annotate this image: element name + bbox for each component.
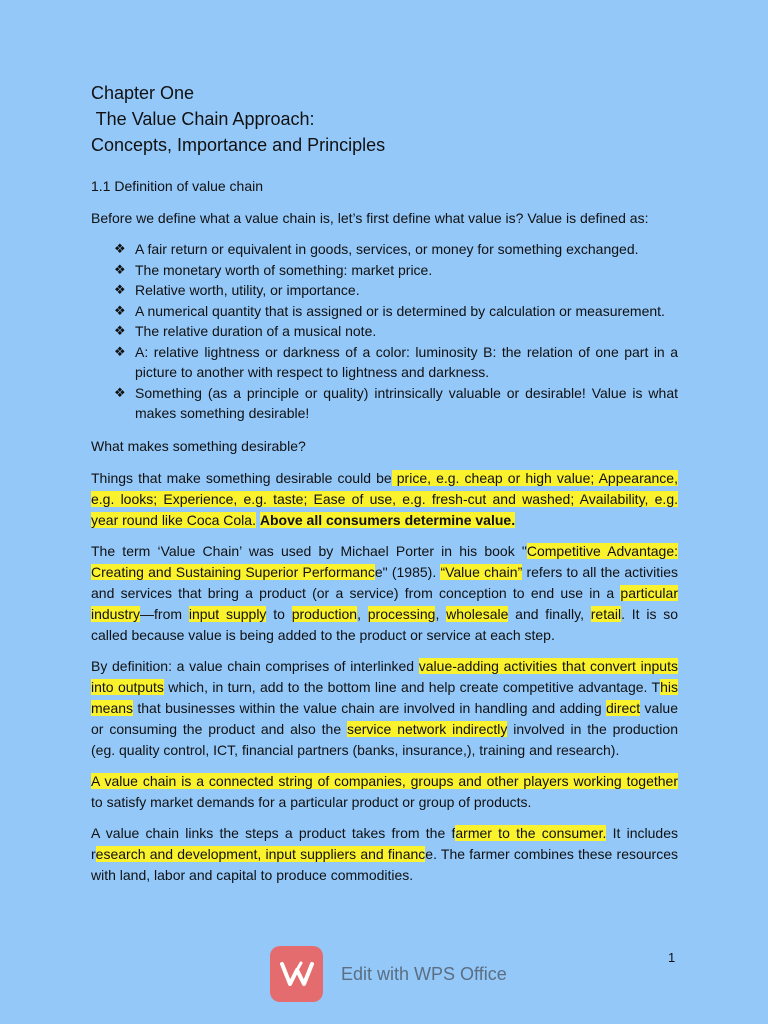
desirable-heading: What makes something desirable? (91, 437, 306, 454)
list-item: ❖ A: relative lightness or darkness of a color: luminosity B: the relation of one part in a picture to another with respect to lightness and darkness. (114, 343, 678, 380)
list-item: ❖ The monetary worth of something: market price. (135, 260, 678, 281)
document-page (91, 80, 678, 896)
chapter-line-1: Chapter One (91, 83, 195, 103)
highlight: Competitive Advantage: Creating and Sustaining Superior Performanc (91, 542, 679, 580)
links-paragraph: A value chain links the steps a product takes from the farmer to the consumer. It includes research and development, input suppliers and finance. The farmer combines these resources with land, labor and capital to produce commodities. (91, 824, 679, 883)
value-definition-list (91, 239, 678, 424)
list-item: ❖ A numerical quantity that is assigned or is determined by calculation or measurement. (135, 301, 678, 322)
diamond-bullet-icon: ❖ (114, 384, 126, 400)
highlight: “Value chain” (440, 563, 523, 580)
diamond-bullet-icon: ❖ (114, 282, 126, 297)
diamond-bullet-icon: ❖ (114, 261, 126, 277)
chapter-title (91, 80, 678, 158)
chapter-line-2: The Value Chain Approach: (91, 109, 315, 129)
string-paragraph: A value chain is a connected string of companies, groups and other players working together to satisfy market demands for a particular product or group of products. (91, 772, 678, 810)
diamond-bullet-icon: ❖ (114, 241, 126, 256)
intro-paragraph: Before we define what a value chain is, let’s first define what value is? Value is defined as: (91, 210, 649, 226)
porter-paragraph: The term ‘Value Chain’ was used by Michael Porter in his book "Competitive Advantage: Creating and Sustaining Superior Performance" (1985). “Value chain” refers to all the activities and services that bring a product (or a service) from conception to end use in a particular industry—from input supply to production, processing, wholesale and finally, retail. It is so called because value is being added to the product or service at each step. (91, 542, 679, 643)
wps-logo-icon (270, 946, 323, 1002)
chapter-line-3: Concepts, Importance and Principles (91, 135, 386, 155)
highlight: esearch and development, input suppliers and financ (95, 845, 426, 862)
highlight: retail (590, 605, 622, 622)
highlight: his means (91, 678, 679, 716)
emphasis: Above all consumers determine value. (259, 511, 516, 528)
desirable-paragraph: Things that make something desirable could be price, e.g. cheap or high value; Appearance, e.g. looks; Experience, e.g. taste; Ease of use, e.g. fresh-cut and washed; Availability, e.g. year round like Coca Cola. Above all consumers determine value. (91, 469, 678, 528)
highlight: input supply (188, 605, 267, 622)
page-number: 1 (668, 950, 676, 965)
highlight: price, e.g. cheap or high value; Appearance, e.g. looks; Experience, e.g. taste; Ease of use, e.g. fresh-cut and washed; Availability, e.g. year round like Coca Cola. (91, 469, 678, 528)
highlight: armer to the consumer. (455, 824, 607, 841)
highlight: production (291, 605, 358, 622)
highlight: processing (367, 605, 436, 622)
wps-watermark[interactable] (270, 946, 507, 1002)
diamond-bullet-icon: ❖ (114, 343, 126, 359)
highlight: service network indirectly (346, 720, 508, 737)
highlight: direct (605, 699, 641, 716)
list-item: ❖ A fair return or equivalent in goods, services, or money for something exchanged. (135, 239, 678, 260)
highlight: value-adding activities that convert inputs into outputs (91, 657, 678, 695)
highlight: particular industry (91, 584, 678, 622)
diamond-bullet-icon: ❖ (114, 323, 126, 338)
list-item: ❖ The relative duration of a musical note. (135, 321, 678, 342)
wps-edit-label[interactable]: Edit with WPS Office (341, 963, 507, 984)
highlight: A value chain is a connected string of companies, groups and other players working together (91, 772, 678, 789)
definition-paragraph: By definition: a value chain comprises of interlinked value-adding activities that convert inputs into outputs which, in turn, add to the bottom line and help create competitive advantage. This means that businesses within the value chain are involved in handling and adding direct value or consuming the product and also the service network indirectly involved in the production (eg. quality control, ICT, financial partners (banks, insurance,), training and research). (91, 657, 679, 758)
list-item: ❖ Relative worth, utility, or importance. (135, 280, 678, 301)
section-title: 1.1 Definition of value chain (91, 178, 263, 194)
list-item: ❖ Something (as a principle or quality) intrinsically valuable or desirable! Value is what makes something desirable! (114, 384, 678, 421)
highlight: wholesale (446, 605, 509, 622)
diamond-bullet-icon: ❖ (114, 302, 126, 318)
